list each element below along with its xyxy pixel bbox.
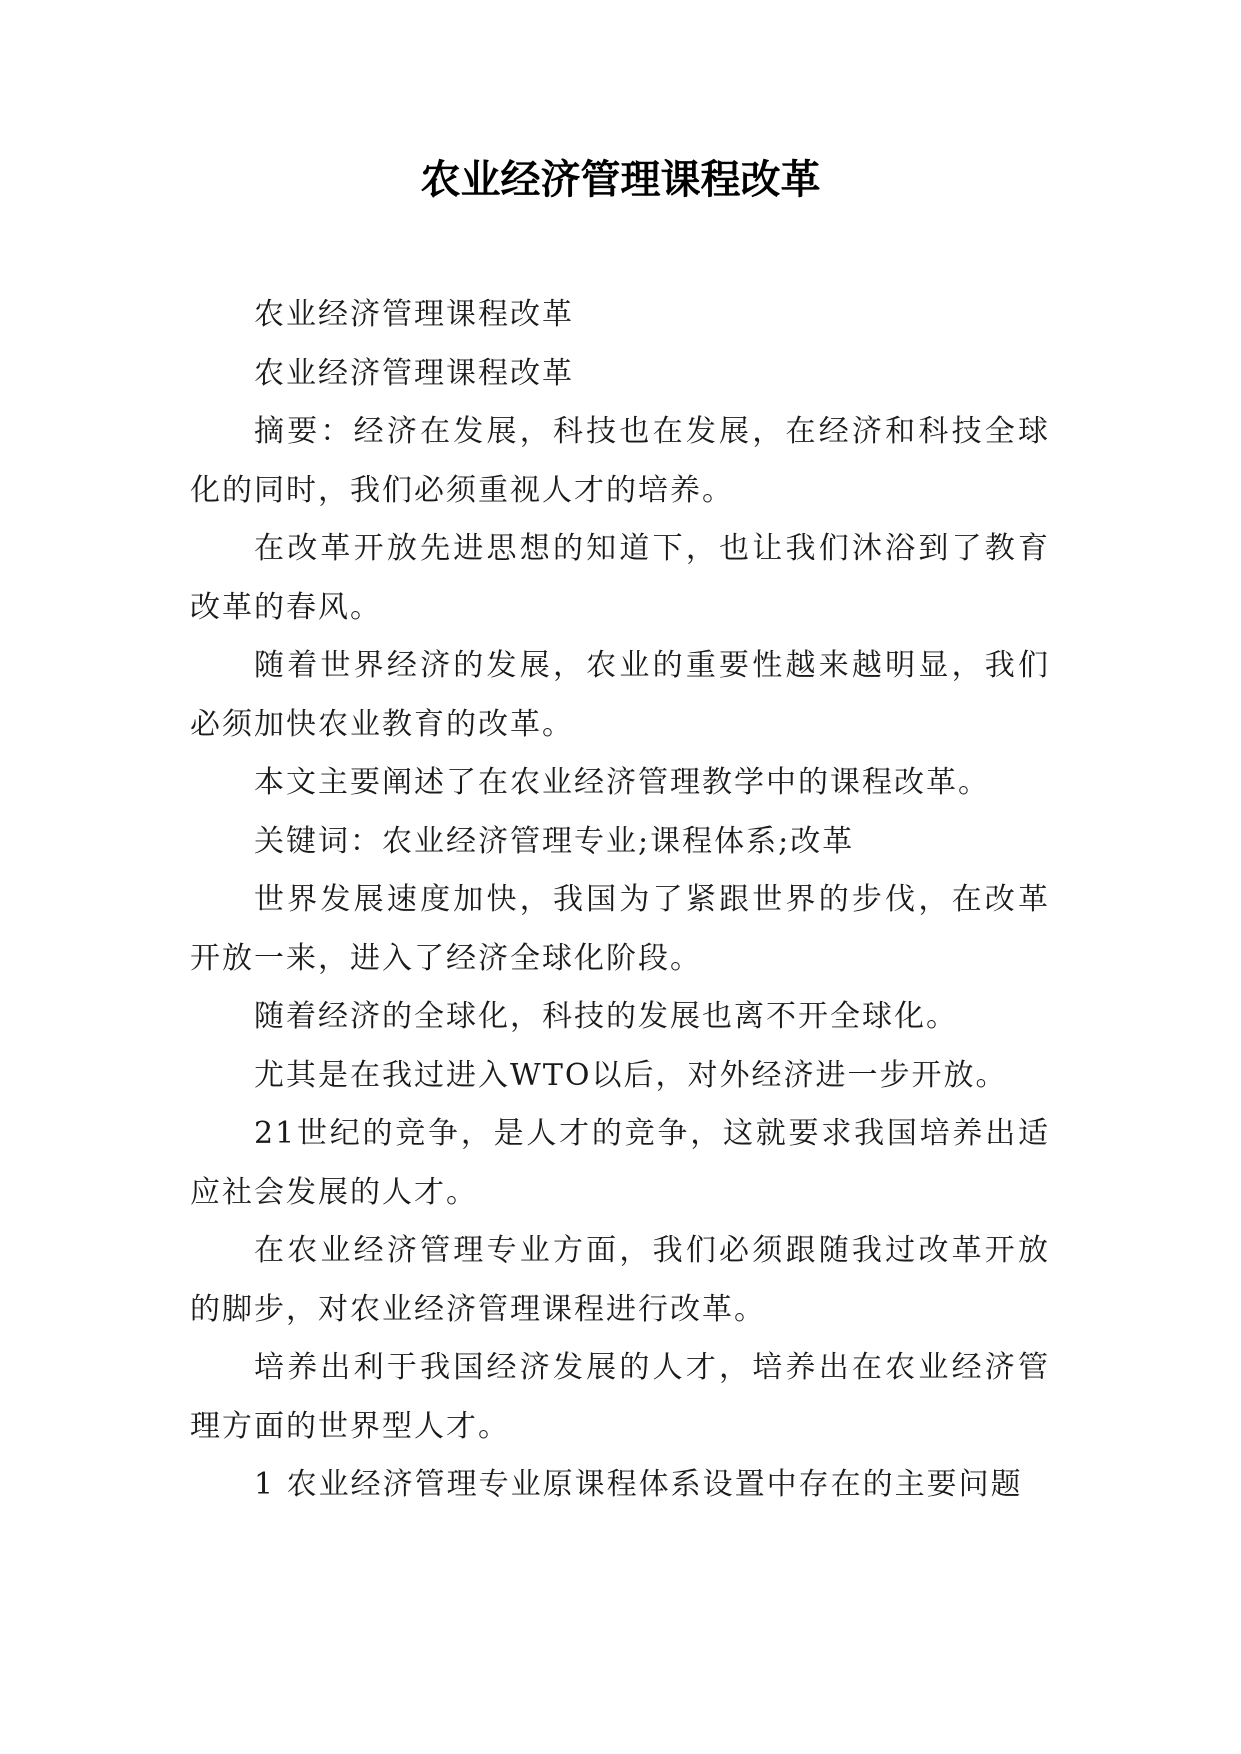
document-title: 农业经济管理课程改革	[420, 156, 821, 203]
document-body	[190, 286, 1050, 1515]
paragraph: 随着经济的全球化，科技的发展也离不开全球化。	[254, 999, 958, 1034]
paragraph: 培养出利于我国经济发展的人才，培养出在农业经济管理方面的世界型人才。	[190, 1350, 1050, 1444]
paragraph: 农业经济管理课程改革	[254, 355, 574, 391]
paragraph: 随着世界经济的发展，农业的重要性越来越明显，我们必须加快农业教育的改革。	[190, 648, 1050, 742]
keywords-paragraph: 关键词：农业经济管理专业;课程体系;改革	[254, 823, 855, 859]
paragraph: 21世纪的竞争，是人才的竞争，这就要求我国培养出适应社会发展的人才。	[190, 1116, 1050, 1210]
paragraph: 在改革开放先进思想的知道下，也让我们沐浴到了教育改革的春风。	[190, 531, 1050, 625]
section-heading: 1 农业经济管理专业原课程体系设置中存在的主要问题	[254, 1467, 1023, 1502]
paragraph: 尤其是在我过进入WTO以后，对外经济进一步开放。	[254, 1057, 1008, 1093]
abstract-paragraph: 摘要：经济在发展，科技也在发展，在经济和科技全球化的同时，我们必须重视人才的培养。	[190, 414, 1050, 508]
paragraph: 本文主要阐述了在农业经济管理教学中的课程改革。	[254, 765, 990, 800]
paragraph: 农业经济管理课程改革	[254, 297, 574, 332]
paragraph: 在农业经济管理专业方面，我们必须跟随我过改革开放的脚步，对农业经济管理课程进行改革。	[190, 1233, 1050, 1327]
paragraph: 世界发展速度加快，我国为了紧跟世界的步伐，在改革开放一来，进入了经济全球化阶段。	[190, 882, 1050, 976]
